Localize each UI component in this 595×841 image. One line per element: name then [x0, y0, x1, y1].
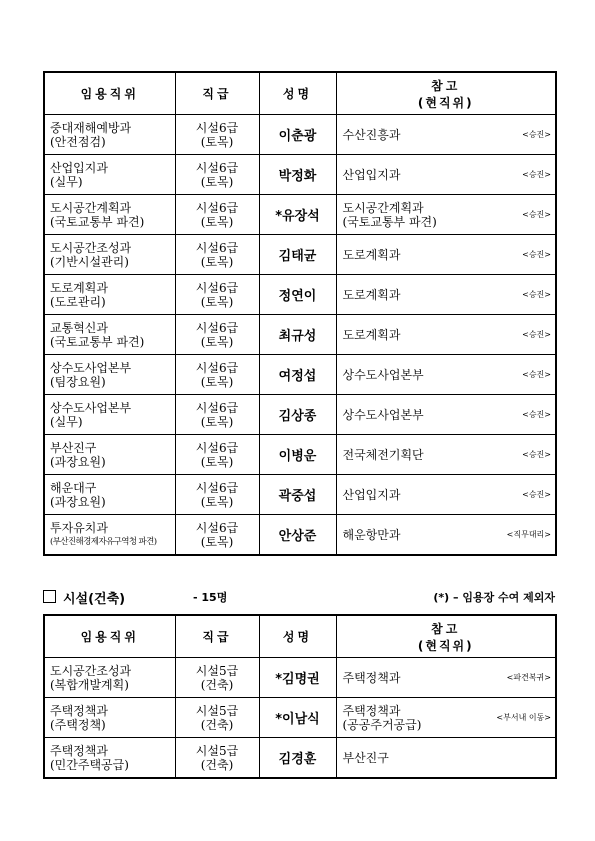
person-name: 김태균 [259, 235, 336, 275]
position-dept: 상수도사업본부 [50, 400, 132, 415]
position-duty: (주택정책) [50, 717, 106, 732]
grade-series: (토목) [200, 414, 234, 429]
current-position: 산업입지과 [342, 487, 401, 502]
current-position: 주택정책과 [342, 703, 401, 718]
position-dept: 상수도사업본부 [50, 360, 132, 375]
current-position: 도로계획과 [342, 287, 401, 302]
current-position: 도로계획과 [342, 247, 401, 262]
grade-series: (건축) [200, 717, 234, 732]
grade-series: (건축) [200, 757, 234, 772]
grade-series: (토목) [200, 494, 234, 509]
reference-cell [336, 115, 556, 155]
position-duty: (실무) [50, 174, 83, 189]
table-row [44, 235, 556, 275]
position-duty: (국토교통부 파견) [50, 214, 145, 229]
position-cell [44, 315, 175, 355]
position-dept: 도시공간조성과 [50, 240, 132, 255]
header-reference [336, 615, 556, 658]
table-row [44, 435, 556, 475]
grade-level: 시설6급 [195, 400, 239, 415]
grade-level: 시설5급 [195, 743, 239, 758]
header-grade: 직급 [175, 615, 259, 658]
reference-cell [336, 155, 556, 195]
table-row [44, 195, 556, 235]
appointment-type-note: <승진> [522, 209, 551, 219]
table-row [44, 475, 556, 515]
position-dept: 부산진구 [50, 440, 97, 455]
header-position: 임용직위 [44, 615, 175, 658]
section-header [43, 588, 555, 606]
grade-level: 시설6급 [195, 520, 239, 535]
grade-cell [175, 315, 259, 355]
header-position: 임용직위 [44, 72, 175, 115]
person-name: 이병운 [259, 435, 336, 475]
table-header-row [44, 72, 556, 115]
appointment-type-note: <파견복귀> [506, 672, 551, 682]
reference-cell [336, 235, 556, 275]
grade-series: (토목) [200, 134, 234, 149]
appointment-type-note: <승진> [522, 129, 551, 139]
grade-cell [175, 475, 259, 515]
person-name: *김명권 [259, 658, 336, 698]
current-position: 상수도사업본부 [342, 367, 424, 382]
grade-series: (건축) [200, 677, 234, 692]
reference-cell [336, 515, 556, 556]
position-cell [44, 235, 175, 275]
appointment-type-note: <승진> [522, 249, 551, 259]
current-position-detail: (공공주거공급) [342, 717, 422, 732]
grade-cell [175, 115, 259, 155]
appointment-type-note: <승진> [522, 289, 551, 299]
position-dept: 도시공간계획과 [50, 200, 132, 215]
person-name: *이남식 [259, 698, 336, 738]
reference-cell [336, 395, 556, 435]
table-row [44, 275, 556, 315]
header-reference-line1: 참고 [431, 621, 461, 636]
current-position: 도로계획과 [342, 327, 401, 342]
header-reference-line2: (현직위) [417, 638, 474, 653]
position-cell [44, 658, 175, 698]
grade-series: (토목) [200, 254, 234, 269]
appointment-table-civil [43, 71, 557, 556]
grade-series: (토목) [200, 214, 234, 229]
grade-level: 시설5급 [195, 703, 239, 718]
person-name: 최규성 [259, 315, 336, 355]
position-dept: 해운대구 [50, 480, 97, 495]
header-reference-line2: (현직위) [417, 95, 474, 110]
appointment-type-note: <승진> [522, 369, 551, 379]
reference-cell [336, 315, 556, 355]
grade-cell [175, 275, 259, 315]
checkbox-square-icon [43, 590, 56, 603]
grade-level: 시설6급 [195, 440, 239, 455]
position-duty: (기반시설관리) [50, 254, 129, 269]
current-position: 전국체전기획단 [342, 447, 424, 462]
header-name: 성명 [259, 72, 336, 115]
position-cell [44, 698, 175, 738]
grade-series: (토목) [200, 174, 234, 189]
position-duty: (실무) [50, 414, 83, 429]
position-dept: 투자유치과 [50, 520, 108, 535]
person-name: 안상준 [259, 515, 336, 556]
current-position: 산업입지과 [342, 167, 401, 182]
table-row [44, 395, 556, 435]
grade-level: 시설6급 [195, 200, 239, 215]
current-position: 해운항만과 [342, 527, 401, 542]
grade-cell [175, 195, 259, 235]
position-duty: (과장요원) [50, 494, 106, 509]
position-dept: 주택정책과 [50, 743, 108, 758]
table-row [44, 355, 556, 395]
position-duty: (과장요원) [50, 454, 106, 469]
grade-series: (토목) [200, 334, 234, 349]
table-body [44, 658, 556, 779]
person-name: 김상종 [259, 395, 336, 435]
grade-cell [175, 515, 259, 556]
appointment-type-note: <승진> [522, 169, 551, 179]
header-reference-line1: 참고 [431, 78, 461, 93]
position-dept: 도시공간조성과 [50, 663, 132, 678]
reference-cell [336, 355, 556, 395]
person-name: 곽중섭 [259, 475, 336, 515]
grade-cell [175, 698, 259, 738]
grade-series: (토목) [200, 454, 234, 469]
current-position-detail: (국토교통부 파견) [342, 214, 437, 229]
position-cell [44, 738, 175, 779]
grade-level: 시설6급 [195, 120, 239, 135]
person-name: 여정섭 [259, 355, 336, 395]
person-name: 박정화 [259, 155, 336, 195]
table-row [44, 315, 556, 355]
position-duty: (부산진해경제자유구역청 파견) [50, 536, 157, 547]
position-dept: 도로계획과 [50, 280, 108, 295]
table-body [44, 115, 556, 556]
appointment-type-note: <승진> [522, 409, 551, 419]
table-row [44, 738, 556, 779]
appointment-type-note: <승진> [522, 489, 551, 499]
person-name: 이춘광 [259, 115, 336, 155]
position-dept: 주택정책과 [50, 703, 108, 718]
grade-level: 시설6급 [195, 480, 239, 495]
grade-cell [175, 155, 259, 195]
grade-level: 시설6급 [195, 160, 239, 175]
table-row [44, 658, 556, 698]
grade-series: (토목) [200, 294, 234, 309]
table-row [44, 698, 556, 738]
position-dept: 산업입지과 [50, 160, 108, 175]
person-name: 김경훈 [259, 738, 336, 779]
appointment-type-note: <승진> [522, 449, 551, 459]
appointment-table-architecture [43, 614, 557, 779]
appointment-type-note: <승진> [522, 329, 551, 339]
section-count: - 15명 [193, 591, 228, 604]
grade-level: 시설6급 [195, 320, 239, 335]
reference-cell [336, 435, 556, 475]
appointment-type-note: <부서내 이동> [496, 712, 551, 722]
position-cell [44, 435, 175, 475]
reference-cell [336, 195, 556, 235]
grade-series: (토목) [200, 534, 234, 549]
exclusion-note: (*) – 임용장 수여 제외자 [433, 591, 555, 604]
person-name: 정연이 [259, 275, 336, 315]
reference-cell [336, 738, 556, 779]
position-dept: 중대재해예방과 [50, 120, 132, 135]
position-duty: (팀장요원) [50, 374, 106, 389]
reference-cell [336, 658, 556, 698]
section-title: 시설(건축) [63, 592, 126, 607]
position-cell [44, 195, 175, 235]
current-position: 주택정책과 [342, 670, 401, 685]
reference-cell [336, 275, 556, 315]
grade-cell [175, 658, 259, 698]
position-duty: (복합개발계획) [50, 677, 129, 692]
grade-level: 시설6급 [195, 240, 239, 255]
grade-level: 시설5급 [195, 663, 239, 678]
person-name: *유장석 [259, 195, 336, 235]
position-duty: (안전점검) [50, 134, 106, 149]
grade-series: (토목) [200, 374, 234, 389]
grade-cell [175, 395, 259, 435]
position-duty: (국토교통부 파견) [50, 334, 145, 349]
table-header-row [44, 615, 556, 658]
grade-level: 시설6급 [195, 360, 239, 375]
current-position: 상수도사업본부 [342, 407, 424, 422]
grade-cell [175, 738, 259, 779]
header-reference [336, 72, 556, 115]
reference-cell [336, 698, 556, 738]
current-position: 도시공간계획과 [342, 200, 424, 215]
table-row [44, 515, 556, 556]
grade-cell [175, 355, 259, 395]
position-cell [44, 475, 175, 515]
position-cell [44, 115, 175, 155]
table-row [44, 155, 556, 195]
appointment-type-note: <직무대리> [506, 529, 551, 539]
grade-level: 시설6급 [195, 280, 239, 295]
position-cell [44, 275, 175, 315]
position-duty: (민간주택공급) [50, 757, 129, 772]
position-duty: (도로관리) [50, 294, 106, 309]
current-position: 수산진흥과 [342, 127, 401, 142]
reference-cell [336, 475, 556, 515]
grade-cell [175, 435, 259, 475]
position-dept: 교통혁신과 [50, 320, 108, 335]
position-cell [44, 355, 175, 395]
table-row [44, 115, 556, 155]
position-cell [44, 515, 175, 556]
position-cell [44, 395, 175, 435]
header-name: 성명 [259, 615, 336, 658]
grade-cell [175, 235, 259, 275]
header-grade: 직급 [175, 72, 259, 115]
current-position: 부산진구 [342, 750, 389, 765]
position-cell [44, 155, 175, 195]
